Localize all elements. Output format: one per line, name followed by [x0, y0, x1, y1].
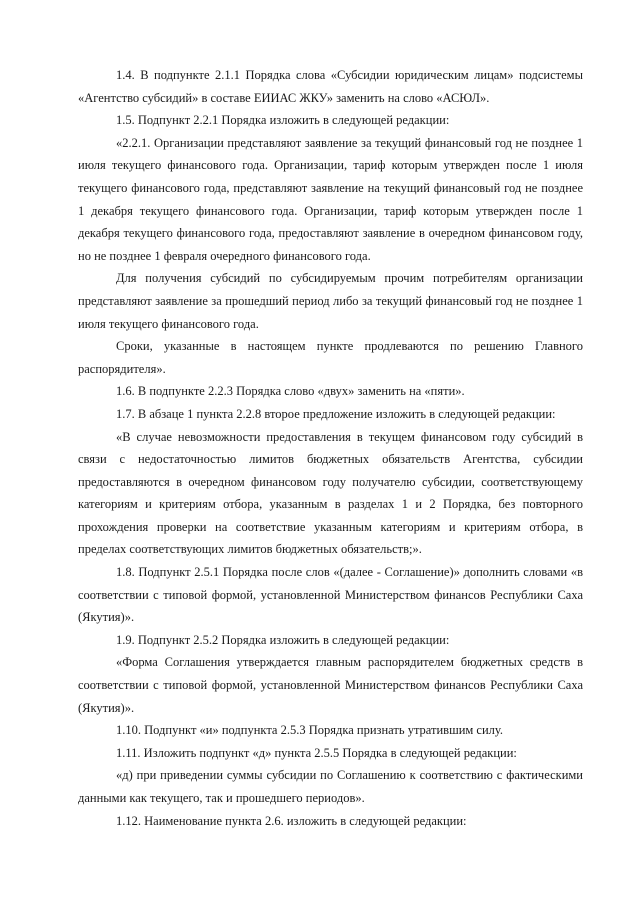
document-page: [78, 64, 583, 832]
paragraph-2-5-5-quote: «д) при приведении суммы субсидии по Соглашению к соответствию с фактическими данными как текущего, так и прошедшего периодов».: [78, 768, 583, 805]
paragraph-1-8: 1.8. Подпункт 2.5.1 Порядка после слов «(далее - Соглашение)» дополнить словами «в соответствии с типовой формой, установленной Министерством финансов Республики Саха (Якутия)».: [78, 565, 583, 625]
paragraph-1-5: 1.5. Подпункт 2.2.1 Порядка изложить в следующей редакции:: [116, 113, 450, 128]
paragraph-deadlines: Сроки, указанные в настоящем пункте продлеваются по решению Главного распорядителя».: [78, 339, 583, 376]
paragraph-other-consumers: Для получения субсидий по субсидируемым прочим потребителям организации представляют заявление за прошедший период либо за текущий финансовый год не позднее 1 июля текущего финансового года.: [78, 271, 583, 331]
paragraph-2-5-2-quote: «Форма Соглашения утверждается главным распорядителем бюджетных средств в соответствии с типовой формой, установленной Министерством финансов Республики Саха (Якутия)».: [78, 655, 583, 715]
paragraph-2-2-1-quote: «2.2.1. Организации представляют заявление за текущий финансовый год не позднее 1 июля текущего финансового года. Организации, тариф которым утвержден после 1 июля текущего финансового года, представляют заявление на текущий финансовый год не позднее 1 декабря текущего финансового года. Организации, тариф которым утвержден после 1 декабря текущего финансового года, предоставляют заявление в очередном финансовом году, но не позднее 1 февраля очередного финансового года.: [78, 135, 583, 263]
paragraph-1-7: 1.7. В абзаце 1 пункта 2.2.8 второе предложение изложить в следующей редакции:: [116, 406, 556, 421]
paragraph-2-2-8-quote: «В случае невозможности предоставления в текущем финансовом году субсидий в связи с недостаточностью лимитов бюджетных обязательств Агентства, субсидии предоставляются в очередном финансовом году получателю субсидии, соответствующему категориям и критериям отбора, указанным в разделах 1 и 2 Порядка, без повторного прохождения проверки на соответствие указанным категориям и критериям отбора, в пределах соответствующих лимитов бюджетных обязательств;».: [78, 429, 583, 557]
paragraph-1-10: 1.10. Подпункт «и» подпункта 2.5.3 Порядка признать утратившим силу.: [116, 723, 504, 738]
paragraph-1-6: 1.6. В подпункте 2.2.3 Порядка слово «двух» заменить на «пяти».: [116, 384, 465, 399]
paragraph-1-11: 1.11. Изложить подпункт «д» пункта 2.5.5 Порядка в следующей редакции:: [116, 745, 517, 760]
paragraph-1-9: 1.9. Подпункт 2.5.2 Порядка изложить в следующей редакции:: [116, 632, 450, 647]
paragraph-1-4: 1.4. В подпункте 2.1.1 Порядка слова «Субсидии юридическим лицам» подсистемы «Агентство субсидий» в составе ЕИИАС ЖКУ» заменить на слово «АСЮЛ».: [78, 68, 583, 105]
paragraph-1-12: 1.12. Наименование пункта 2.6. изложить в следующей редакции:: [116, 813, 467, 828]
